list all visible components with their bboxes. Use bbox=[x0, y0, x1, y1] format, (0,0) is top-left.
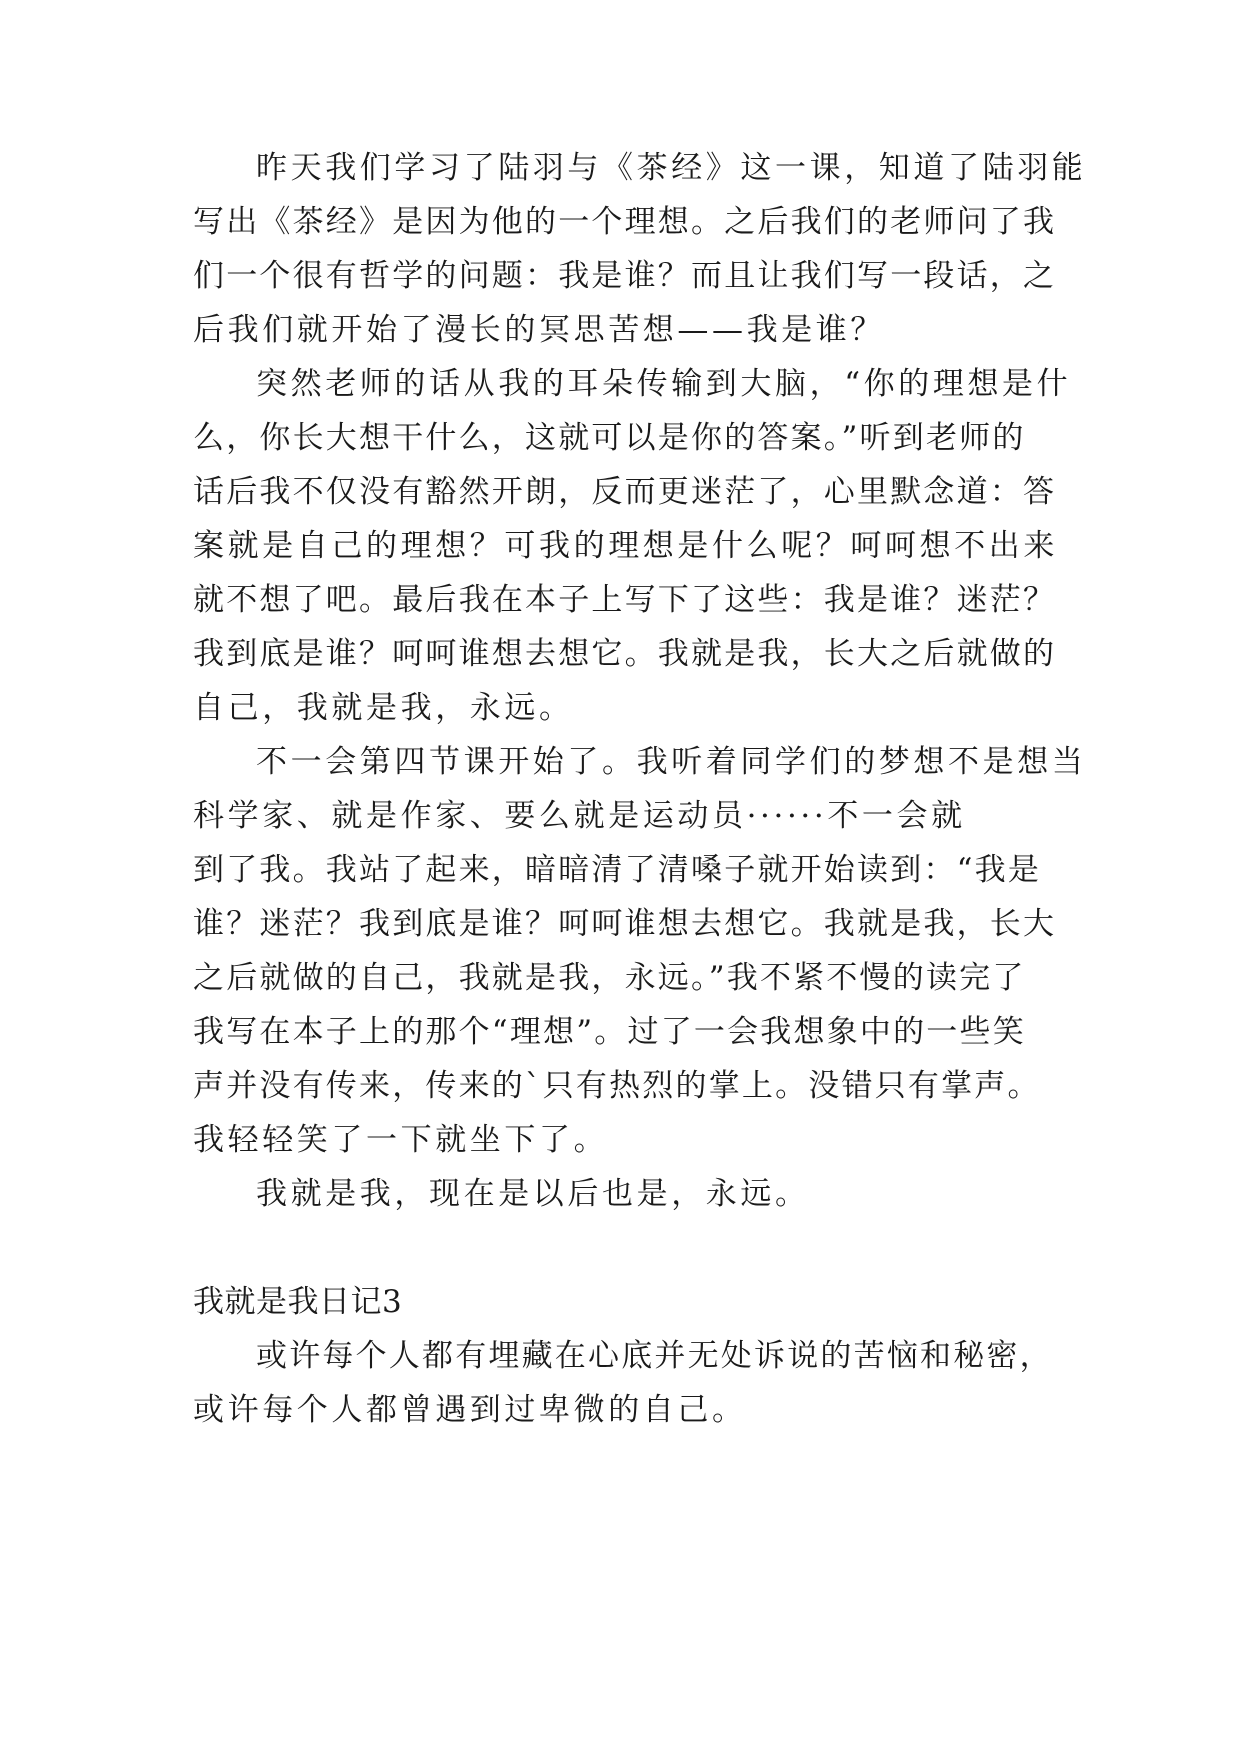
paragraph-2-line-6: 我到底是谁？呵呵谁想去想它。我就是我，长大之后就做的 bbox=[193, 636, 1057, 672]
paragraph-1-line-4: 后我们就开始了漫长的冥思苦想——我是谁？ bbox=[193, 312, 885, 348]
section-paragraph-line-1: 或许每个人都有埋藏在心底并无处诉说的苦恼和秘密， bbox=[256, 1338, 1053, 1374]
paragraph-2-line-7: 自己，我就是我，永远。 bbox=[193, 690, 574, 726]
paragraph-2-line-3: 话后我不仅没有豁然开朗，反而更迷茫了，心里默念道：答 bbox=[193, 474, 1057, 510]
section-paragraph-line-2: 或许每个人都曾遇到过卑微的自己。 bbox=[193, 1392, 747, 1428]
paragraph-1-line-2: 写出《茶经》是因为他的一个理想。之后我们的老师问了我 bbox=[193, 204, 1057, 240]
paragraph-2-line-5: 就不想了吧。最后我在本子上写下了这些：我是谁？迷茫？ bbox=[193, 582, 1057, 618]
paragraph-3-line-5: 之后就做的自己，我就是我，永远。”我不紧不慢的读完了 bbox=[193, 960, 1026, 996]
paragraph-1-line-1: 昨天我们学习了陆羽与《茶经》这一课，知道了陆羽能 bbox=[256, 150, 1087, 186]
paragraph-3-line-3: 到了我。我站了起来，暗暗清了清嗓子就开始读到：“我是 bbox=[193, 852, 1042, 888]
paragraph-1-line-3: 们一个很有哲学的问题：我是谁？而且让我们写一段话，之 bbox=[193, 258, 1057, 294]
paragraph-2-line-4: 案就是自己的理想？可我的理想是什么呢？呵呵想不出来 bbox=[193, 528, 1058, 564]
paragraph-3-line-8: 我轻轻笑了一下就坐下了。 bbox=[193, 1122, 609, 1158]
paragraph-2-line-1: 突然老师的话从我的耳朵传输到大脑，“你的理想是什 bbox=[256, 366, 1072, 402]
paragraph-3-line-2: 科学家、就是作家、要么就是运动员······不一会就 bbox=[193, 798, 966, 834]
section-title: 我就是我日记3 bbox=[193, 1284, 403, 1320]
paragraph-4-line-1: 我就是我，现在是以后也是，永远。 bbox=[256, 1176, 810, 1212]
paragraph-3-line-6: 我写在本子上的那个“理想”。过了一会我想象中的一些笑 bbox=[193, 1014, 1026, 1050]
paragraph-2-line-2: 么，你长大想干什么，这就可以是你的答案。”听到老师的 bbox=[193, 420, 1026, 456]
paragraph-3-line-1: 不一会第四节课开始了。我听着同学们的梦想不是想当 bbox=[256, 744, 1087, 780]
paragraph-3-line-4: 谁？迷茫？我到底是谁？呵呵谁想去想它。我就是我，长大 bbox=[193, 906, 1057, 942]
paragraph-3-line-7: 声并没有传来，传来的`只有热烈的掌上。没错只有掌声。 bbox=[193, 1068, 1041, 1104]
